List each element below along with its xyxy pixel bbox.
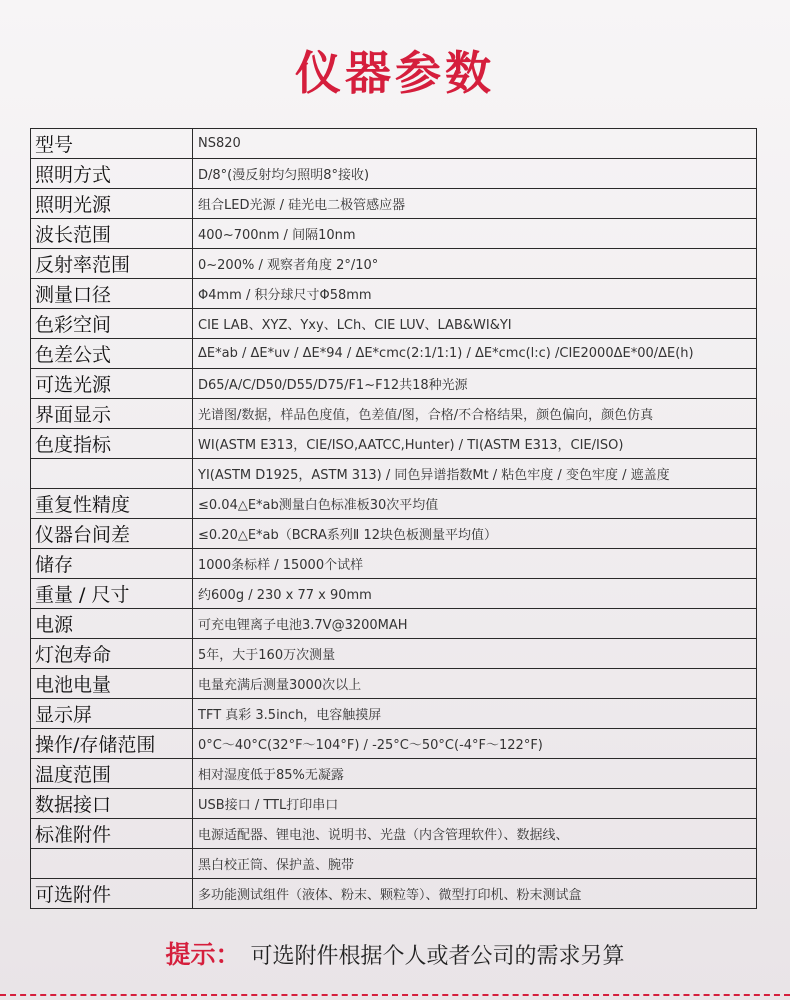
- spec-value: 黑白校正筒、保护盖、腕带: [193, 849, 757, 879]
- table-row: [31, 489, 757, 519]
- hint-note: [0, 933, 790, 979]
- spec-value: 电源适配器、锂电池、说明书、光盘（内含管理软件）、数据线、: [193, 819, 757, 849]
- spec-label: 电池电量: [31, 669, 193, 699]
- spec-label: 测量口径: [31, 279, 193, 309]
- spec-label: 照明光源: [31, 189, 193, 219]
- spec-value: ≤0.20△E*ab（BCRA系列Ⅱ 12块色板测量平均值）: [193, 519, 757, 549]
- table-row: [31, 189, 757, 219]
- table-row: [31, 549, 757, 579]
- table-row: [31, 459, 757, 489]
- table-row: [31, 879, 757, 909]
- spec-value: 可充电锂离子电池3.7V@3200MAH: [193, 609, 757, 639]
- spec-label: 色彩空间: [31, 309, 193, 339]
- spec-label: 型号: [31, 129, 193, 159]
- spec-label: 显示屏: [31, 699, 193, 729]
- table-row: [31, 279, 757, 309]
- spec-label: 仪器台间差: [31, 519, 193, 549]
- spec-value: ≤0.04△E*ab测量白色标准板30次平均值: [193, 489, 757, 519]
- spec-value: NS820: [193, 129, 757, 159]
- table-row: [31, 309, 757, 339]
- spec-value: 400~700nm / 间隔10nm: [193, 219, 757, 249]
- spec-label: 温度范围: [31, 759, 193, 789]
- table-row: [31, 129, 757, 159]
- spec-value: 光谱图/数据，样品色度值，色差值/图，合格/不合格结果，颜色偏向，颜色仿真: [193, 399, 757, 429]
- spec-value: 5年，大于160万次测量: [193, 639, 757, 669]
- table-row: [31, 369, 757, 399]
- table-row: [31, 609, 757, 639]
- spec-value: 相对湿度低于85%无凝露: [193, 759, 757, 789]
- spec-value: 多功能测试组件（液体、粉末、颗粒等）、微型打印机、粉末测试盒: [193, 879, 757, 909]
- spec-label: [31, 459, 193, 489]
- table-row: [31, 219, 757, 249]
- table-row: [31, 579, 757, 609]
- spec-value: TFT 真彩 3.5inch，电容触摸屏: [193, 699, 757, 729]
- spec-label: 可选附件: [31, 879, 193, 909]
- table-row: [31, 849, 757, 879]
- table-row: [31, 429, 757, 459]
- spec-value: D/8°(漫反射均匀照明8°接收): [193, 159, 757, 189]
- spec-table: [30, 128, 757, 909]
- spec-label: 操作/存储范围: [31, 729, 193, 759]
- spec-value: Φ4mm / 积分球尺寸Φ58mm: [193, 279, 757, 309]
- spec-value: 电量充满后测量3000次以上: [193, 669, 757, 699]
- table-row: [31, 249, 757, 279]
- table-row: [31, 639, 757, 669]
- spec-value: WI(ASTM E313，CIE/ISO,AATCC,Hunter) / TI(ASTM E313，CIE/ISO): [193, 429, 757, 459]
- spec-value: ΔE*ab / ΔE*uv / ΔE*94 / ΔE*cmc(2:1/1:1) / ΔE*cmc(l:c) /CIE2000ΔE*00/ΔE(h): [193, 339, 757, 369]
- spec-value: 0~200% / 观察者角度 2°/10°: [193, 249, 757, 279]
- spec-label: 标准附件: [31, 819, 193, 849]
- spec-label: 波长范围: [31, 219, 193, 249]
- hint-label: 提示：: [165, 940, 241, 969]
- table-row: [31, 159, 757, 189]
- table-row: [31, 729, 757, 759]
- hint-text: 可选附件根据个人或者公司的需求另算: [250, 944, 625, 969]
- spec-value: 1000条标样 / 15000个试样: [193, 549, 757, 579]
- spec-label: 可选光源: [31, 369, 193, 399]
- table-row: [31, 669, 757, 699]
- spec-value: D65/A/C/D50/D55/D75/F1~F12共18种光源: [193, 369, 757, 399]
- spec-value: CIE LAB、XYZ、Yxy、LCh、CIE LUV、LAB&WI&YI: [193, 309, 757, 339]
- spec-label: 色差公式: [31, 339, 193, 369]
- spec-label: 界面显示: [31, 399, 193, 429]
- table-row: [31, 339, 757, 369]
- bottom-divider: [0, 994, 790, 996]
- table-row: [31, 519, 757, 549]
- table-row: [31, 399, 757, 429]
- spec-label: 灯泡寿命: [31, 639, 193, 669]
- spec-value: YI(ASTM D1925，ASTM 313) / 同色异谱指数Mt / 粘色牢度 / 变色牢度 / 遮盖度: [193, 459, 757, 489]
- spec-value: 组合LED光源 / 硅光电二极管感应器: [193, 189, 757, 219]
- spec-label: 数据接口: [31, 789, 193, 819]
- spec-label: 重量 / 尺寸: [31, 579, 193, 609]
- table-row: [31, 789, 757, 819]
- table-row: [31, 699, 757, 729]
- spec-value: USB接口 / TTL打印串口: [193, 789, 757, 819]
- spec-label: 反射率范围: [31, 249, 193, 279]
- spec-value: 0°C～40°C(32°F～104°F) / -25°C～50°C(-4°F～122°F): [193, 729, 757, 759]
- spec-label: 色度指标: [31, 429, 193, 459]
- spec-label: 重复性精度: [31, 489, 193, 519]
- table-row: [31, 759, 757, 789]
- spec-value: 约600g / 230 x 77 x 90mm: [193, 579, 757, 609]
- page-title: 仪器参数: [295, 46, 495, 100]
- spec-label: [31, 849, 193, 879]
- table-row: [31, 819, 757, 849]
- spec-label: 电源: [31, 609, 193, 639]
- spec-label: 照明方式: [31, 159, 193, 189]
- spec-label: 储存: [31, 549, 193, 579]
